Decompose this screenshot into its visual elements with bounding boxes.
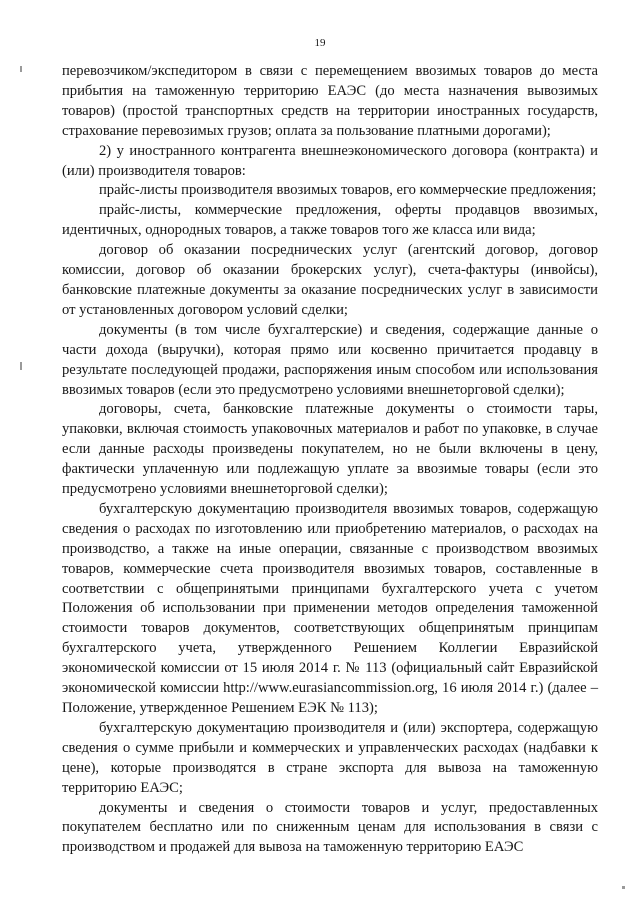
paragraph: документы (в том числе бухгалтерские) и сведения, содержащие данные о части дохода (выручки), которая прямо или косвенно причитается продавцу в результате последующей продажи, распоряжения иным способом или использования ввозимых товаров (если это предусмотрено условиями внешнеторговой сделки); — [62, 321, 598, 398]
scan-mark — [622, 886, 625, 889]
paragraph: прайс-листы, коммерческие предложения, оферты продавцов ввозимых, идентичных, однородных товаров, а также товаров того же класса или вида; — [62, 202, 598, 239]
paragraph: бухгалтерскую документацию производителя ввозимых товаров, содержащую сведения о расходах по изготовлению или приобретению материалов, о расходах на производство, а также на иные операции, связанные с производством ввозимых товаров, коммерческие счета производителя ввозимых товаров, составленные в соответствии с общепринятыми принципами бухгалтерского учета с учетом Положения об использовании при применении методов определения таможенной стоимости товаров документов, соответствующих общепринятым принципам бухгалтерского учета, утвержденного Решением Коллегии Евразийской экономической комиссии от 15 июля 2014 г. № 113 (официальный сайт Евразийской экономической комиссии http://www.eurasiancommission.org, 16 июля 2014 г.) (далее – Положение, утвержденное Решением ЕЭК № 113); — [62, 500, 598, 716]
paragraph: 2) у иностранного контрагента внешнеэкономического договора (контракта) и (или) производителя товаров: — [62, 142, 598, 179]
paragraph: бухгалтерскую документацию производителя и (или) экспортера, содержащую сведения о сумме прибыли и коммерческих и управленческих расходах (надбавки к цене), которые производятся в стране экспорта для вывоза на таможенную территорию ЕАЭС; — [62, 719, 598, 796]
scan-mark — [20, 362, 22, 370]
body-text — [62, 62, 598, 858]
paragraph: договоры, счета, банковские платежные документы о стоимости тары, упаковки, включая стоимость упаковочных материалов и работ по упаковке, в случае если данные расходы произведены покупателем, но не были включены в цену, фактически уплаченную или подлежащую уплате за ввозимые товары (если это предусмотрено условиями внешнеторговой сделки); — [62, 401, 598, 498]
paragraph: прайс-листы производителя ввозимых товаров, его коммерческие предложения; — [99, 182, 597, 199]
paragraph: документы и сведения о стоимости товаров и услуг, предоставленных покупателем бесплатно или по сниженным ценам для использования в связи с производством и продажей для вывоза на таможенную территорию ЕАЭС — [62, 799, 598, 856]
scan-mark — [20, 66, 22, 72]
paragraph: договор об оказании посреднических услуг (агентский договор, договор комиссии, договор об оказании брокерских услуг), счета-фактуры (инвойсы), банковские платежные документы за оказание посреднических услуг в зависимости от установленных договором условий сделки; — [62, 242, 598, 318]
page-number: 19 — [314, 37, 326, 49]
paragraph: перевозчиком/экспедитором в связи с перемещением ввозимых товаров до места прибытия на таможенную территорию ЕАЭС (до места назначения вывозимых товаров) (простой транспортных средств на территории иностранных государств, страхование перевозимых грузов; оплата за пользование платными дорогами); — [62, 63, 598, 139]
